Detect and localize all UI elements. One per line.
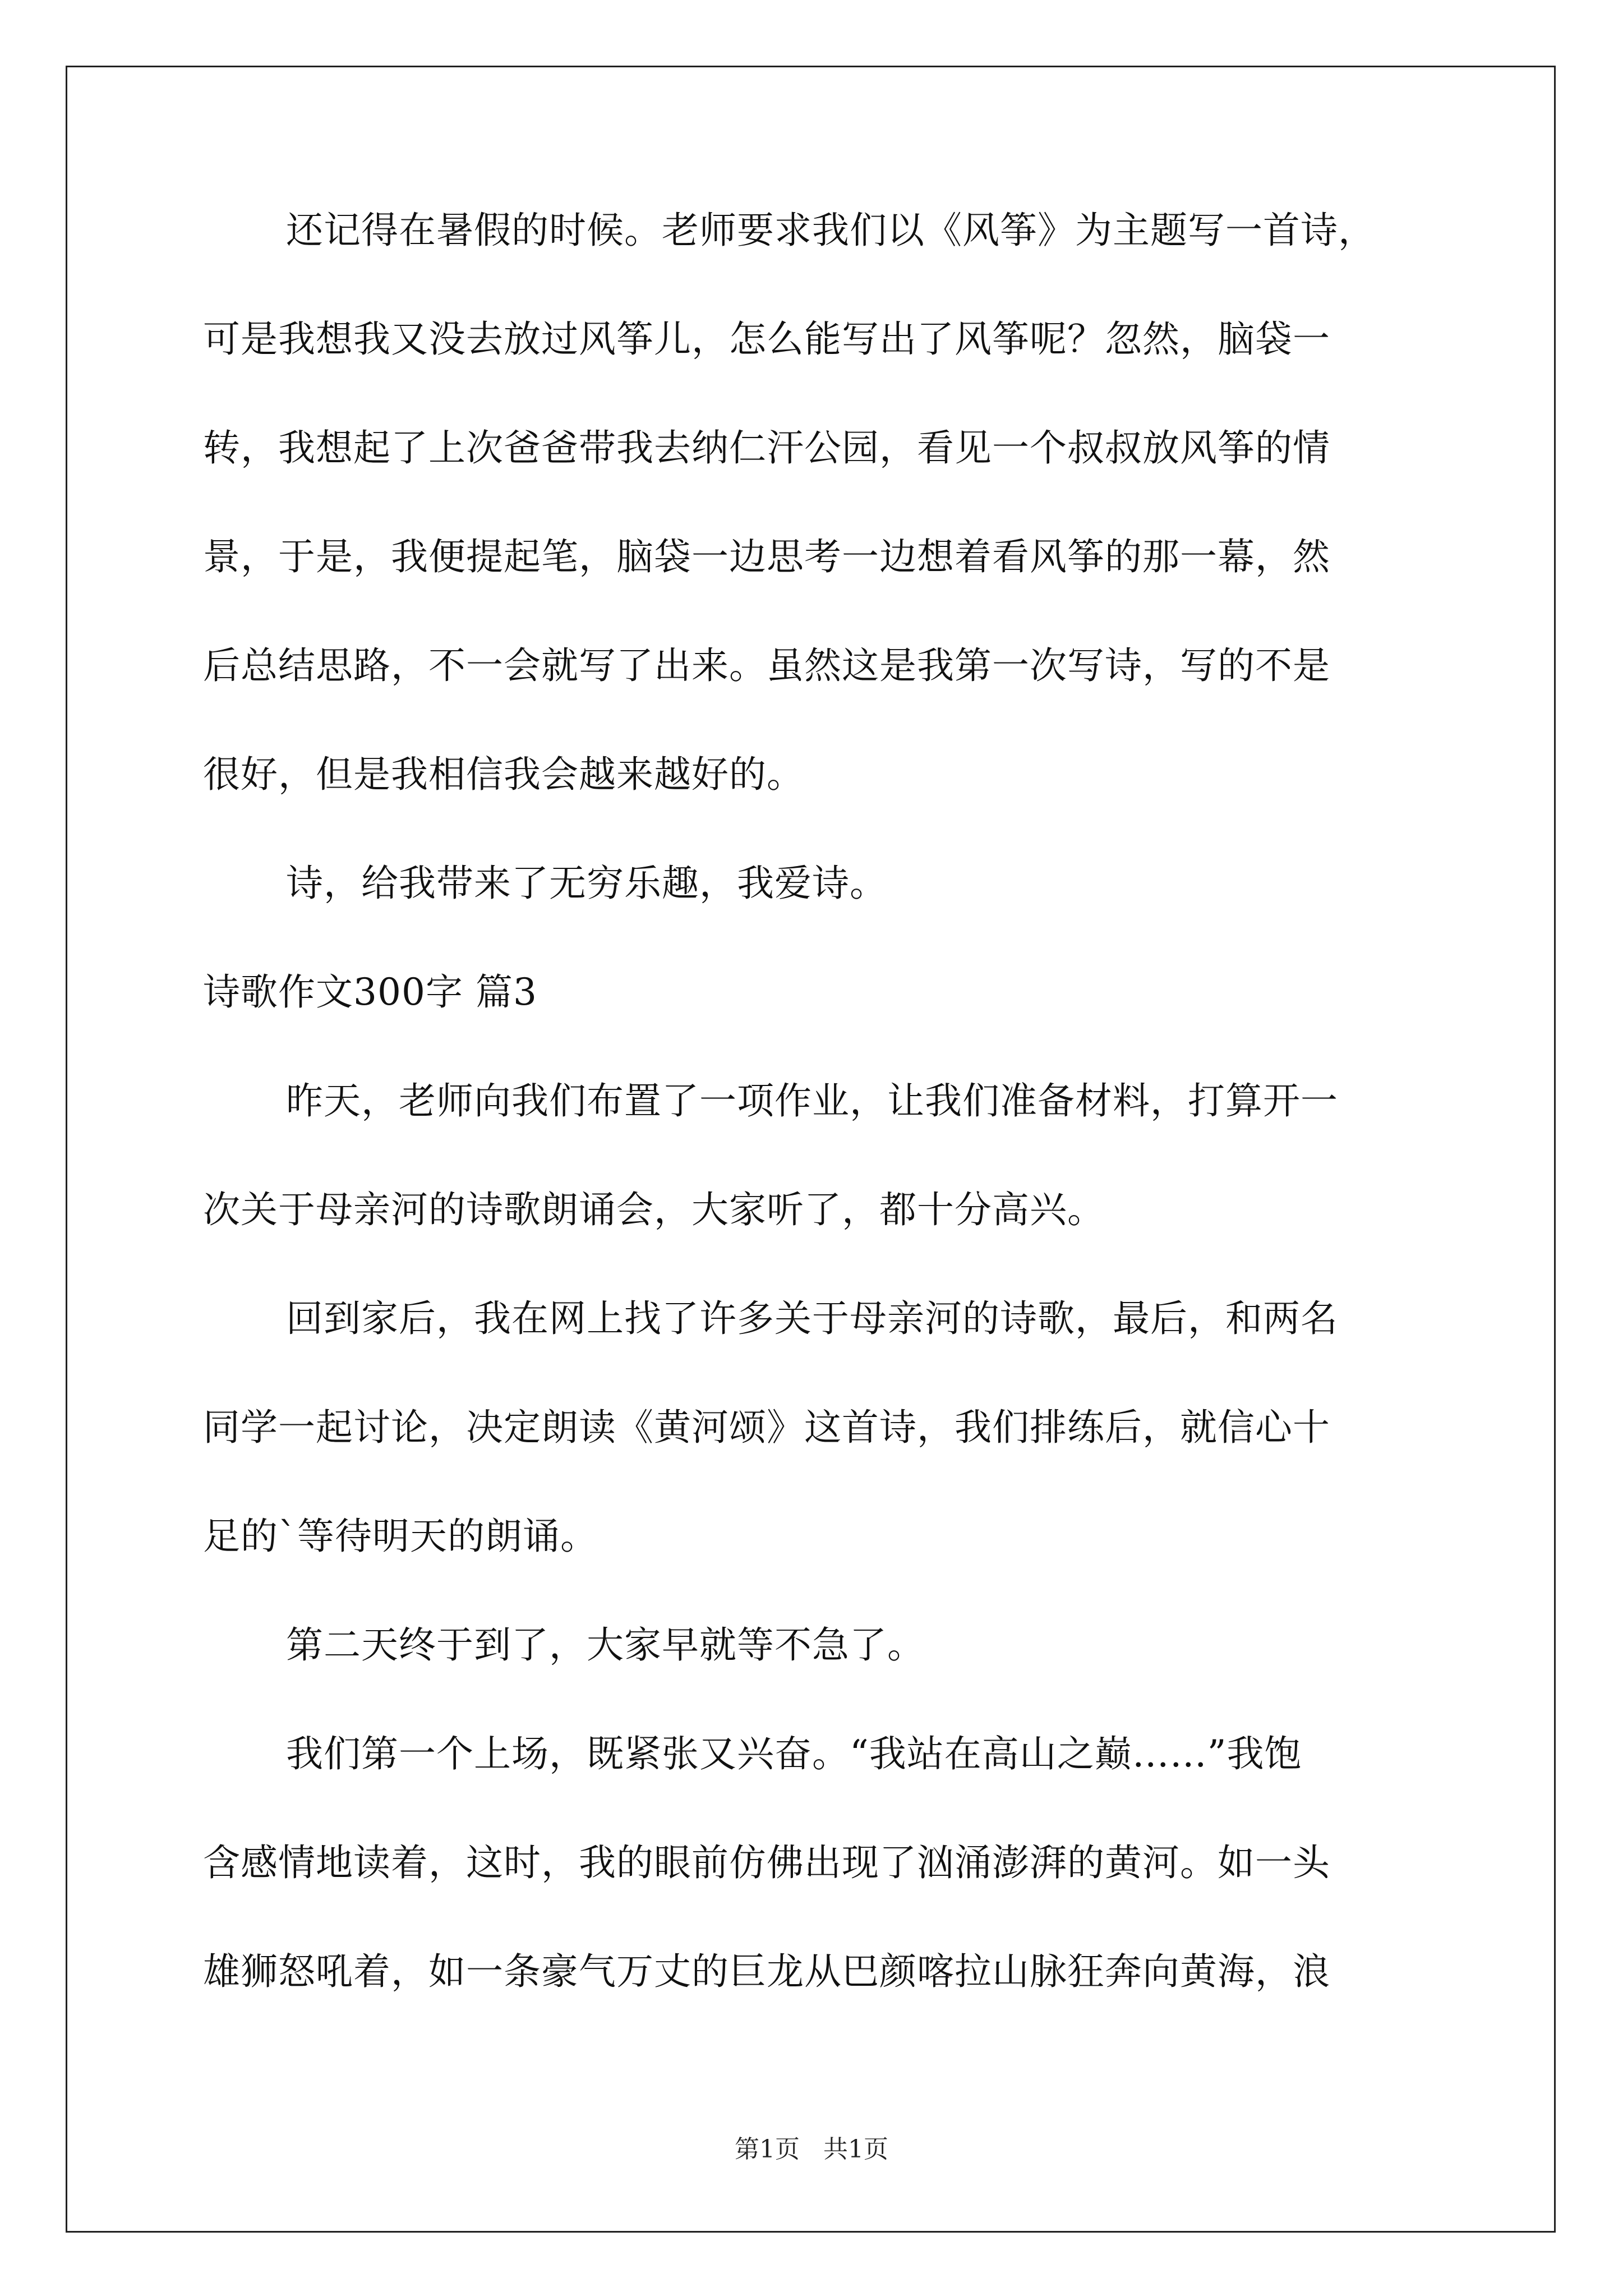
paragraph-line: 还记得在暑假的时候。老师要求我们以《风筝》为主题写一首诗， — [286, 209, 1376, 252]
paragraph-line: 景，于是，我便提起笔，脑袋一边思考一边想着看风筝的那一幕，然 — [203, 535, 1330, 578]
page-footer: 第1页 共1页 — [735, 2135, 888, 2164]
paragraph-line: 同学一起讨论，决定朗读《黄河颂》这首诗，我们排练后，就信心十 — [203, 1406, 1330, 1449]
paragraph-line: 第二天终于到了，大家早就等不急了。 — [286, 1623, 925, 1667]
paragraph-line: 后总结思路，不一会就写了出来。虽然这是我第一次写诗，写的不是 — [203, 644, 1330, 687]
section-heading: 诗歌作文300字 篇3 — [203, 970, 537, 1014]
paragraph-line: 次关于母亲河的诗歌朗诵会，大家听了，都十分高兴。 — [203, 1188, 1105, 1231]
paragraph-line: 很好，但是我相信我会越来越好的。 — [203, 753, 804, 796]
paragraph-line: 含感情地读着，这时，我的眼前仿佛出现了汹涌澎湃的黄河。如一头 — [203, 1841, 1330, 1884]
paragraph-line: 我们第一个上场，既紧张又兴奋。“我站在高山之巅……”我饱 — [286, 1732, 1302, 1775]
paragraph-line: 回到家后，我在网上找了许多关于母亲河的诗歌，最后，和两名 — [286, 1297, 1338, 1340]
document-body — [203, 209, 1437, 2062]
paragraph-line: 可是我想我又没去放过风筝儿，怎么能写出了风筝呢？忽然，脑袋一 — [203, 318, 1330, 361]
paragraph-line: 足的`等待明天的朗诵。 — [203, 1515, 598, 1558]
paragraph-line: 转，我想起了上次爸爸带我去纳仁汗公园，看见一个叔叔放风筝的情 — [203, 426, 1330, 470]
paragraph-line: 诗，给我带来了无穷乐趣，我爱诗。 — [286, 862, 887, 905]
paragraph-line: 昨天，老师向我们布置了一项作业，让我们准备材料，打算开一 — [286, 1079, 1338, 1122]
paragraph-line: 雄狮怒吼着，如一条豪气万丈的巨龙从巴颜喀拉山脉狂奔向黄海，浪 — [203, 1950, 1330, 1993]
